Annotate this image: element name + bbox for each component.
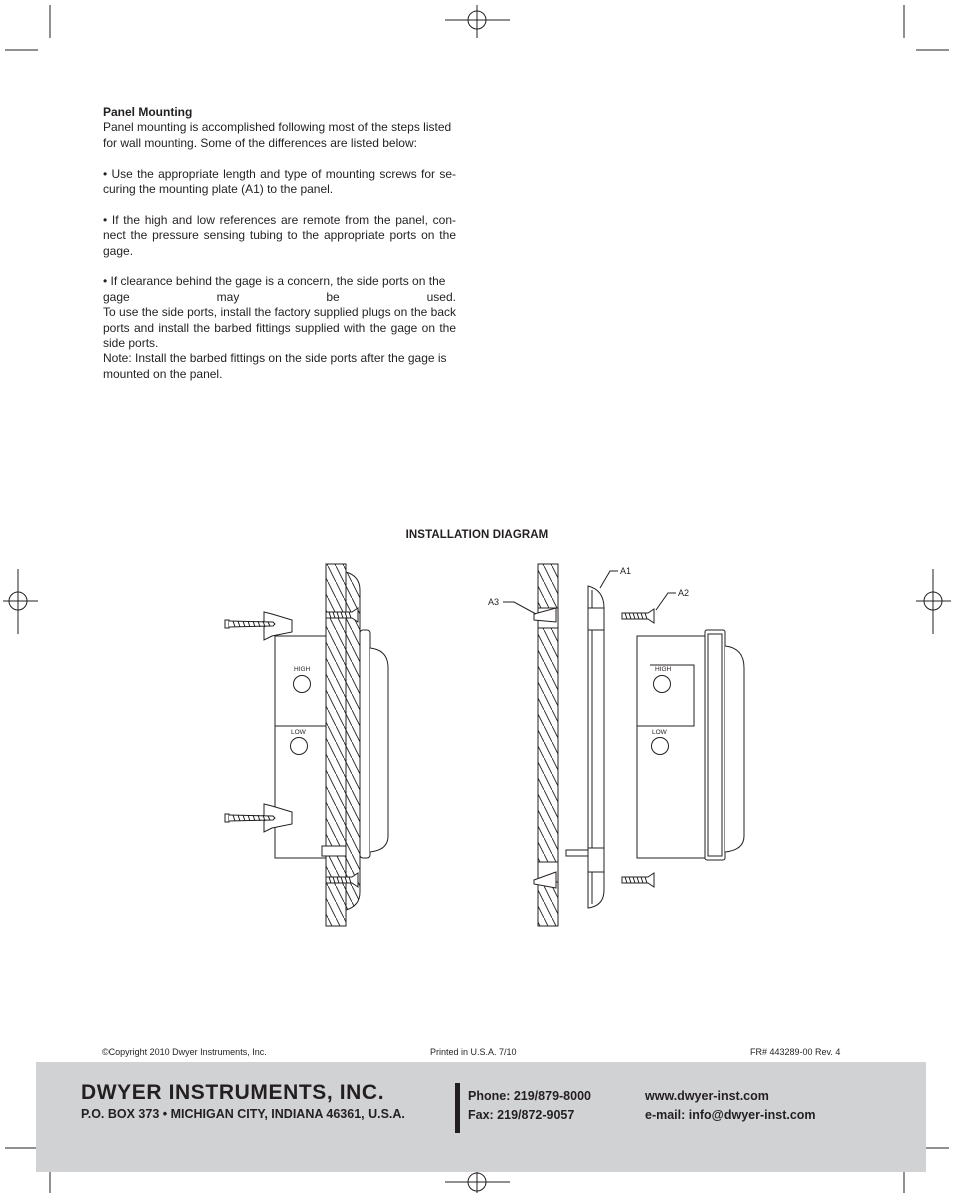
- intro-paragraph: Panel mounting is accomplished following most of the steps listed for wall mounting. Some of the differences are listed below:: [103, 120, 452, 150]
- screw-a2-bottom: [622, 873, 654, 887]
- installation-diagram: [0, 550, 954, 940]
- gage-face-exploded: [725, 646, 744, 852]
- bullet-side-ports-line2: gage may be used.: [103, 289, 456, 304]
- callout-a3: A3: [488, 597, 500, 607]
- section-heading: Panel Mounting: [103, 105, 193, 119]
- callout-a1: A1: [620, 566, 632, 576]
- note-paragraph: Note: Install the barbed fittings on the side ports after the gage is mounted on the panel.: [103, 351, 447, 381]
- phone-number: Phone: 219/879-8000: [468, 1089, 591, 1103]
- low-label-exploded: LOW: [652, 729, 667, 736]
- bullet-side-ports: • If clearance behind the gage is a concern, the side ports on the: [103, 274, 446, 289]
- gage-face: [370, 648, 388, 852]
- bracket-pin: [566, 850, 588, 856]
- registration-mark-top: [445, 5, 510, 38]
- mounting-plate: [346, 572, 360, 910]
- bullet-remote-references: • If the high and low references are remote from the panel, con-nect the pressure sensing tubing to the appropriate ports on the gage.: [103, 212, 456, 258]
- callout-a2: A2: [678, 588, 690, 598]
- high-label-exploded: HIGH: [655, 666, 672, 673]
- company-address: P.O. BOX 373 • MICHIGAN CITY, INDIANA 46361, U.S.A.: [81, 1107, 405, 1121]
- printed-text: Printed in U.S.A. 7/10: [430, 1047, 517, 1057]
- footer-divider: [455, 1083, 460, 1133]
- fax-number: Fax: 219/872-9057: [468, 1108, 575, 1122]
- bullet-side-ports-line3: To use the side ports, install the factory supplied plugs on the back ports and install the barbed fittings supplied with the gage on the side ports.: [103, 305, 456, 351]
- fr-number: FR# 443289-00 Rev. 4: [750, 1047, 841, 1057]
- screw-a2-top: [622, 609, 654, 623]
- email-link[interactable]: e-mail: info@dwyer-inst.com: [645, 1108, 816, 1122]
- mounted-assembly: [225, 564, 388, 926]
- panel-mounting-section: [103, 105, 456, 382]
- diagram-title: INSTALLATION DIAGRAM: [405, 529, 549, 541]
- bullet-mounting-screws: • Use the appropriate length and type of mounting screws for se-curing the mounting plate (A1) to the panel.: [103, 166, 456, 197]
- exploded-assembly: [488, 564, 744, 926]
- low-label: LOW: [291, 729, 306, 736]
- copyright-text: ©Copyright 2010 Dwyer Instruments, Inc.: [102, 1047, 267, 1057]
- company-name: DWYER INSTRUMENTS, INC.: [81, 1081, 385, 1104]
- high-label: HIGH: [294, 666, 311, 673]
- website-link[interactable]: www.dwyer-inst.com: [645, 1089, 769, 1103]
- gage-bezel: [360, 630, 370, 858]
